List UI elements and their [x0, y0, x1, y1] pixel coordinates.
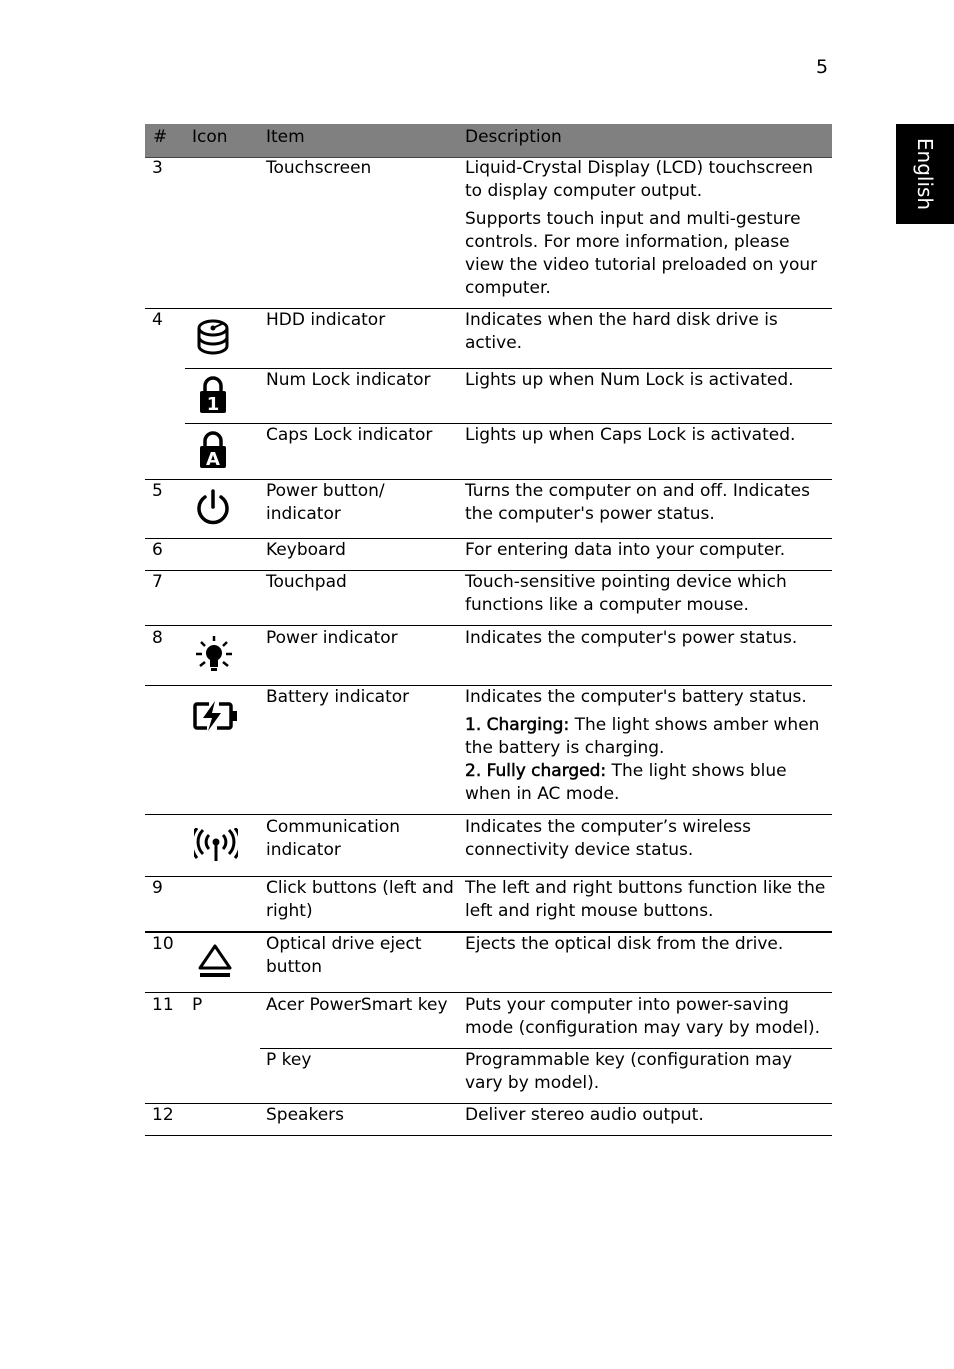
- row-divider: [145, 814, 832, 815]
- charging-text: The light shows amber when the battery is charging.: [465, 715, 820, 758]
- row-description: [465, 933, 827, 961]
- language-tab: [896, 124, 954, 224]
- row-num: 7: [152, 572, 163, 592]
- row-item: Keyboard: [266, 540, 346, 560]
- description-text: Turns the computer on and off. Indicates the computer's power status.: [465, 481, 810, 524]
- description-text: Deliver stereo audio output.: [465, 1105, 704, 1125]
- description-text: Supports touch input and multi-gesture controls. For more information, please view the video tutorial preloaded on your computer.: [465, 209, 818, 298]
- row-item: Battery indicator: [266, 687, 410, 707]
- table-header: [145, 124, 832, 158]
- row-num: 3: [152, 158, 163, 178]
- row-description: [465, 157, 827, 305]
- header-icon: Icon: [192, 127, 228, 147]
- row-item: Communication indicator: [266, 817, 400, 860]
- caps-lock-icon: [198, 431, 228, 469]
- wireless-icon: [194, 828, 238, 862]
- battery-icon: [193, 700, 239, 732]
- description-text: Liquid-Crystal Display (LCD) touchscreen to display computer output.: [465, 158, 814, 201]
- row-num: 10: [152, 934, 174, 954]
- row-description: [465, 571, 827, 622]
- row-item: Optical drive eject button: [266, 934, 422, 977]
- row-item: Speakers: [266, 1105, 345, 1125]
- description-text: Programmable key (configuration may vary by model).: [465, 1050, 793, 1093]
- row-description: [465, 686, 827, 811]
- row-item: Power button/ indicator: [266, 481, 385, 524]
- description-text: The left and right buttons function like the left and right mouse buttons.: [465, 878, 826, 921]
- svg-text:1: 1: [206, 394, 220, 414]
- row-item: Num Lock indicator: [266, 370, 431, 390]
- fully-charged-description: [465, 760, 827, 806]
- row-description: [465, 627, 827, 655]
- table-bottom-border: [145, 1135, 832, 1136]
- row-item: Power indicator: [266, 628, 398, 648]
- description-text: Ejects the optical disk from the drive.: [465, 934, 784, 954]
- row-item: Acer PowerSmart key: [266, 995, 448, 1015]
- fully-charged-text: The light shows blue when in AC mode.: [465, 761, 787, 804]
- row-item: Caps Lock indicator: [266, 425, 433, 445]
- description-text: Indicates the computer's battery status.: [465, 687, 807, 707]
- row-num: 8: [152, 628, 163, 648]
- row-num: 5: [152, 481, 163, 501]
- row-num: 12: [152, 1105, 174, 1125]
- header-num: #: [153, 127, 168, 147]
- description-text: Touch-sensitive pointing device which functions like a computer mouse.: [465, 572, 787, 615]
- row-num: 6: [152, 540, 163, 560]
- row-description: [465, 480, 827, 531]
- description-text: Lights up when Caps Lock is activated.: [465, 425, 796, 445]
- description-text: Indicates the computer’s wireless connectivity device status.: [465, 817, 752, 860]
- language-tab-label: English: [913, 137, 937, 211]
- row-item: Touchscreen: [266, 158, 372, 178]
- p-key-icon-label: P: [192, 995, 203, 1015]
- header-item: Item: [266, 127, 305, 147]
- row-description: [465, 877, 827, 928]
- fully-charged-label: 2. Fully charged:: [465, 761, 607, 781]
- row-item: HDD indicator: [266, 310, 386, 330]
- row-description: [465, 1104, 827, 1132]
- hdd-icon: [196, 318, 230, 356]
- row-description: [465, 539, 827, 567]
- num-lock-icon: [198, 376, 228, 414]
- row-num: 11: [152, 995, 174, 1015]
- row-item: Touchpad: [266, 572, 347, 592]
- description-text: Puts your computer into power-saving mode (configuration may vary by model).: [465, 995, 821, 1038]
- description-text: For entering data into your computer.: [465, 540, 786, 560]
- description-text: Indicates when the hard disk drive is active.: [465, 310, 778, 353]
- description-text: Indicates the computer's power status.: [465, 628, 798, 648]
- row-num: 4: [152, 310, 163, 330]
- page-number: 5: [816, 56, 829, 78]
- row-description: [465, 994, 831, 1045]
- row-divider: [145, 625, 832, 626]
- power-indicator-icon: [195, 635, 233, 675]
- row-divider: [145, 992, 832, 993]
- svg-text:A: A: [206, 449, 220, 469]
- row-description: [465, 1049, 827, 1100]
- row-item: Click buttons (left and right): [266, 878, 454, 921]
- charging-label: 1. Charging:: [465, 715, 570, 735]
- charging-description: [465, 714, 827, 760]
- row-description: [465, 816, 827, 867]
- description-text: Lights up when Num Lock is activated.: [465, 370, 794, 390]
- eject-icon: [197, 943, 233, 981]
- row-num: 9: [152, 878, 163, 898]
- row-description: [465, 309, 827, 360]
- row-item: P key: [266, 1050, 312, 1070]
- power-icon: [195, 488, 231, 526]
- row-description: [465, 424, 827, 452]
- row-description: [465, 369, 827, 397]
- header-description: Description: [465, 127, 562, 147]
